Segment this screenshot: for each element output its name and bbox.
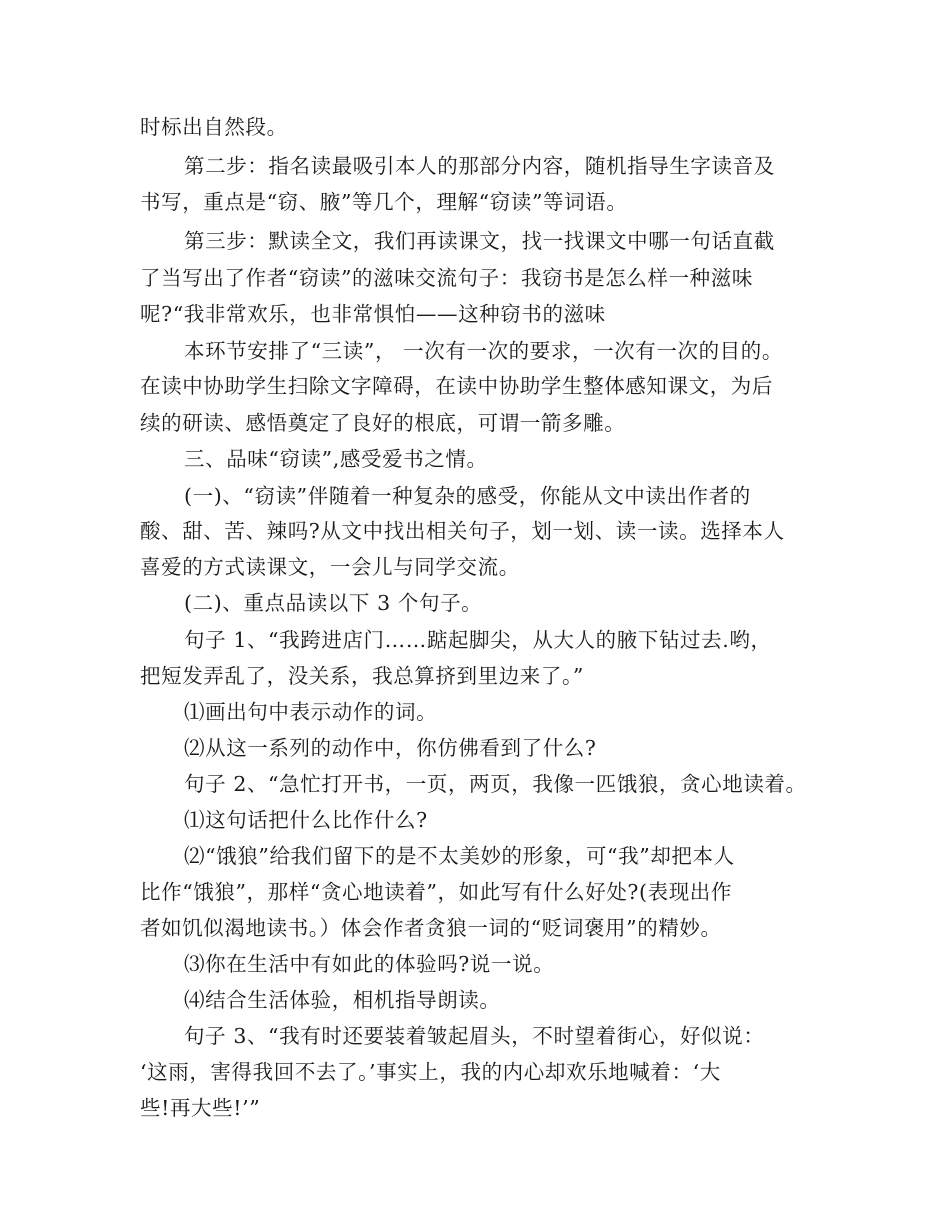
text-line: ⑶你在生活中有如此的体验吗?说一说。 [184,952,555,976]
text-line: 书写，重点是“窃、腋”等几个，理解“窃读”等词语。 [140,190,628,214]
text-line: 把短发弄乱了，没关系，我总算挤到里边来了。” [140,664,584,688]
text-line: ⑵“饿狼”给我们留下的是不太美妙的形象，可“我”却把本人 [184,844,735,868]
text-line: 些!再大些!’” [140,1096,261,1120]
text-line: 第二步：指名读最吸引本人的那部分内容，随机指导生字读音及 [184,154,775,178]
text-line: 第三步：默读全文，我们再读课文，找一找课文中哪一句话直截 [184,229,775,253]
section-heading: 三、品味“窃读”,感受爱书之情。 [184,447,488,471]
text-line: 时标出自然段。 [140,115,288,139]
text-line: 者如饥似渴地读书。）体会作者贪狼一词的“贬词褒用”的精妙。 [140,916,722,940]
text-line: 比作“饿狼”，那样“贪心地读着”，如此写有什么好处?(表现出作 [140,880,733,904]
text-line: 句子 3、“我有时还要装着皱起眉头，不时望着街心，好似说： [184,1024,765,1048]
text-line: (二)、重点品读以下 3 个句子。 [184,591,483,615]
text-line: 续的研读、感悟奠定了良好的根底，可谓一箭多雕。 [140,411,626,435]
text-line: ⑵从这一系列的动作中，你仿佛看到了什么? [184,736,597,760]
text-line: 了当写出了作者“窃读”的滋味交流句子：我窃书是怎么样一种滋味 [140,266,753,290]
text-line: 本环节安排了“三读”， 一次有一次的要求，一次有一次的目的。 [184,339,783,363]
text-line: 喜爱的方式读课文，一会儿与同学交流。 [140,555,520,579]
text-line: 句子 2、“急忙打开书，一页，两页，我像一匹饿狼，贪心地读着。 [184,772,807,796]
text-line: ‘这雨，害得我回不去了。’事实上，我的内心却欢乐地喊着：‘大 [140,1060,721,1084]
text-line: 句子 1、“我跨进店门……踮起脚尖，从大人的腋下钻过去.哟， [184,628,772,652]
text-line: 呢?“我非常欢乐，也非常惧怕——这种窃书的滋味 [140,302,606,326]
text-line: ⑴这句话把什么比作什么? [184,808,428,832]
text-line: ⑴画出句中表示动作的词。 [184,700,438,724]
text-line: 在读中协助学生扫除文字障碍，在读中协助学生整体感知课文，为后 [140,374,773,398]
text-line: ⑷结合生活体验，相机指导朗读。 [184,988,501,1012]
text-line: (一)、“窃读”伴随着一种复杂的感受，你能从文中读出作者的 [184,484,751,508]
text-line: 酸、甜、苦、辣吗?从文中找出相关句子，划一划、读一读。选择本人 [140,519,785,543]
